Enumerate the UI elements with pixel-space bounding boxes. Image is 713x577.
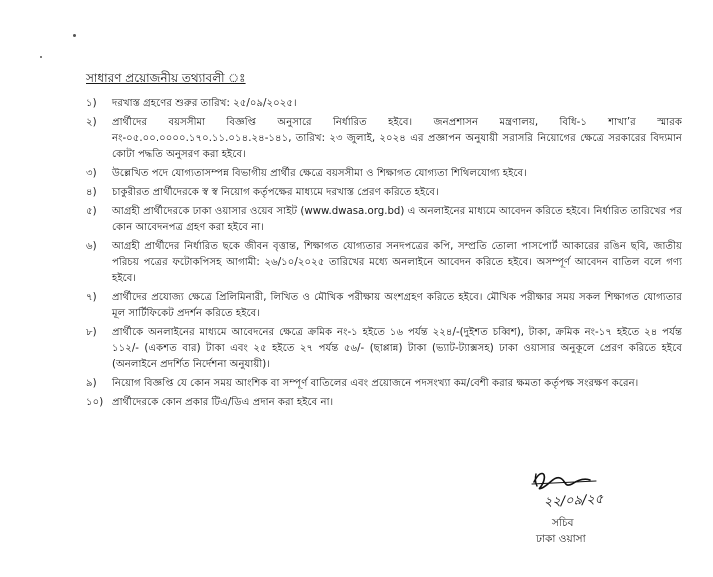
item-text: দরখাস্ত গ্রহণের শুরুর তারিখ: ২৫/০৯/২০২৫। <box>112 98 297 109</box>
handwritten-signature <box>526 468 646 518</box>
item-number: ৮) <box>86 327 97 338</box>
item-text: প্রার্থীকে অনলাইনের মাধ্যমে আবেদনের ক্ষেত্রে ক্রমিক নং-১ হইতে ১৬ পর্যন্ত ২২৪/-(দুইশত চব্বিশ), টাকা, ক্রমিক নং-১৭ হইতে ২৪ পর্যন্ত ১১২/- (একশত বার) টাকা এবং ২৫ হইতে ২৭ পর্যন্ত ৫৬/- (ছাপ্পান্ন) টাকা (ভ্যাট-ট্যাক্সসহ) ঢাকা ওয়াসার অনুকূলে প্রেরণ করিতে হইবে (অনলাইনে প্রদর্শিত নির্দেশনা অনুযায়ী)। <box>112 327 682 370</box>
item-text: প্রার্থীদেরকে কোন প্রকার টিএ/ডিএ প্রদান করা হইবে না। <box>112 397 334 408</box>
list-item <box>86 290 682 322</box>
list-item <box>86 325 682 373</box>
item-number: ৪) <box>86 187 97 198</box>
item-number: ৭) <box>86 292 97 303</box>
item-number: ৫) <box>86 206 97 217</box>
signature-block <box>526 468 646 568</box>
handwritten-date: ২২/০৯/২৫ <box>543 491 604 510</box>
list-item <box>86 395 682 411</box>
item-number: ৬) <box>86 241 97 252</box>
list-item <box>86 96 682 112</box>
list-item <box>86 166 682 182</box>
item-text: চাকুরীরত প্রার্থীদেরকে স্ব স্ব নিয়োগ কর্তৃপক্ষের মাধ্যমে দরখাস্ত প্রেরণ করিতে হইবে। <box>112 187 439 198</box>
list-item <box>86 376 682 392</box>
info-list <box>86 96 682 414</box>
item-text: আগ্রহী প্রার্থীদের নির্ধারিত ছকে জীবন বৃত্তান্ত, শিক্ষাগত যোগ্যতার সনদপত্রের কপি, সম্প্রতি তোলা পাসপোর্ট আকারের রঙিন ছবি, জাতীয় পরিচয় পত্রের ফটোকপিসহ আগামী: ২৬/১০/২০২৫ তারিখের মধ্যে অনলাইনে আবেদন করিতে হইবে। অসম্পূর্ণ আবেদন বাতিল বলে গণ্য হইবে। <box>112 241 682 284</box>
item-number: ৩) <box>86 168 97 179</box>
signatory-title: সচিব <box>552 517 574 529</box>
scan-speck <box>40 56 42 58</box>
signatory-organization: ঢাকা ওয়াসা <box>536 533 586 545</box>
item-number: ৯) <box>86 378 97 389</box>
item-text: নিয়োগ বিজ্ঞপ্তি যে কোন সময় আংশিক বা সম্পূর্ণ বাতিলের এবং প্রয়োজনে পদসংখ্যা কম/বেশী করার ক্ষমতা কর্তৃপক্ষ সংরক্ষণ করেন। <box>112 378 639 389</box>
section-heading: সাধারণ প্রয়োজনীয় তথ্যাবলী ঃ <box>86 71 246 85</box>
item-text: উল্লেখিত পদে যোগ্যতাসম্পন্ন বিভাগীয় প্রার্থীর ক্ষেত্রে বয়সসীমা ও শিক্ষাগত যোগ্যতা শিথিলযোগ্য হইবে। <box>112 168 527 179</box>
list-item <box>86 185 682 201</box>
item-text: প্রার্থীদের প্রযোজ্য ক্ষেত্রে প্রিলিমিনারী, লিখিত ও মৌখিক পরীক্ষায় অংশগ্রহণ করিতে হইবে। মৌখিক পরীক্ষার সময় সকল শিক্ষাগত যোগ্যতার মূল সার্টিফিকেট প্রদর্শন করিতে হইবে। <box>112 292 682 319</box>
list-item <box>86 204 682 236</box>
list-item <box>86 115 682 163</box>
item-number: ১০) <box>86 397 104 408</box>
scan-speck <box>73 34 76 37</box>
item-number: ২) <box>86 117 97 128</box>
item-text: প্রার্থীদের বয়সসীমা বিজ্ঞপ্তি অনুসারে নির্ধারিত হইবে। জনপ্রশাসন মন্ত্রণালয়, বিধি-১ শাখা’র স্মারক নং-০৫.০০.০০০০.১৭০.১১.০১৪.২৪-১৪১, তারিখ: ২৩ জুলাই, ২০২৪ এর প্রজ্ঞাপন অনুযায়ী সরাসরি নিয়োগের ক্ষেত্রে সরকারের বিদ্যমান কোটা পদ্ধতি অনুসরণ করা হইবে। <box>112 117 682 160</box>
item-number: ১) <box>86 98 97 109</box>
list-item <box>86 239 682 287</box>
item-text: আগ্রহী প্রার্থীদেরকে ঢাকা ওয়াসার ওয়েব সাইট (www.dwasa.org.bd) এ অনলাইনের মাধ্যমে আবেদন করিতে হইবে। নির্ধারিত তারিখের পর কোন আবেদনপত্র গ্রহণ করা হইবে না। <box>112 206 682 233</box>
